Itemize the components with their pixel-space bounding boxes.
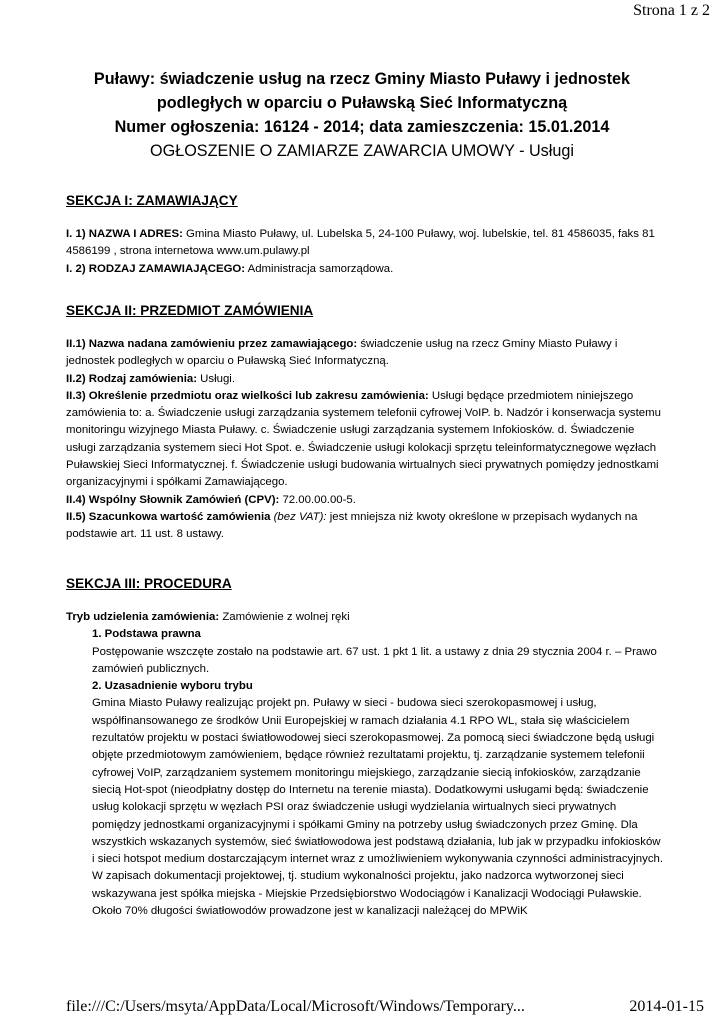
item-text: jest mniejsza niż kwoty określone w przepisach wydanych na podstawie art. 11 ust. 8 ustawy.	[66, 510, 638, 541]
footer-file-path: file:///C:/Users/msyta/AppData/Local/Microsoft/Windows/Temporary...	[66, 998, 525, 1015]
section-2-item-4	[66, 492, 666, 509]
section-1-body	[66, 226, 666, 278]
section-2-body	[66, 336, 666, 544]
title-line-3: Numer ogłoszenia: 16124 - 2014; data zamieszczenia: 15.01.2014	[114, 118, 610, 136]
item-label: II.4) Wspólny Słownik Zamówień (CPV):	[66, 493, 280, 506]
item-label: I. 1) NAZWA I ADRES:	[66, 228, 183, 240]
section-2-item-5	[66, 509, 666, 544]
section-2-heading: SEKCJA II: PRZEDMIOT ZAMÓWIENIA	[66, 303, 314, 318]
item-text: świadczenie usług na rzecz Gminy Miasto Puławy i jednostek podległych w oparciu o Puławską Sieć Informatyczną.	[66, 338, 618, 368]
item-text: Gmina Miasto Puławy, ul. Lubelska 5, 24-100 Puławy, woj. lubelskie, tel. 81 4586035, faks 81 4586199 , strona internetowa www.um.pulawy.pl	[66, 228, 655, 258]
subsection-2-heading: 2. Uzasadnienie wyboru trybu	[92, 680, 253, 693]
section-1-item-1	[66, 226, 666, 261]
item-label: II.5) Szacunkowa wartość zamówienia	[66, 510, 271, 523]
item-label: II.3) Określenie przedmiotu oraz wielkości lub zakresu zamówienia:	[66, 389, 429, 402]
item-label: II.2) Rodzaj zamówienia:	[66, 372, 198, 385]
title-line-4: OGŁOSZENIE O ZAMIARZE ZAWARCIA UMOWY - Usługi	[150, 142, 574, 160]
item-text: Administracja samorządowa.	[245, 262, 394, 275]
procedure-details	[66, 626, 666, 920]
section-2-item-3	[66, 388, 666, 492]
item-label: I. 2) RODZAJ ZAMAWIAJĄCEGO:	[66, 262, 246, 275]
subsection-1-heading: 1. Podstawa prawna	[92, 628, 201, 641]
item-text: Usługi będące przedmiotem niniejszego zamówienia to: a. Świadczenie usługi zarządzania systemem telefonii cyfrowej VoIP. b. Nadzór i konserwacja systemu monitoringu wizyjnego Miasta Puławy. c. Świadczenie usługi zarządzania systemem Infokiosków. d. Świadczenie usługi zarządzania systemem sieci Hot Spot. e. Świadczenie usługi kolokacji sprzętu teleinformatycznegowe węzłach Puławskiej Sieci Informatycznej. f. Świadczenie usługi budowania wirtualnych sieci prywatnych pomiędzy jednostkami organizacyjnymi i spółkami Zamawiającego.	[66, 389, 661, 489]
item-text: 72.00.00.00-5.	[279, 493, 356, 506]
title-line-2: podległych w oparciu o Puławską Sieć Informatyczną	[156, 94, 568, 112]
subsection-2-text: Gmina Miasto Puławy realizując projekt pn. Puławy w sieci - budowa sieci szerokopasmowej i usług, współfinansowanego ze środków Unii Europejskiej w ramach działania 4.1 RPO WL, stała się właścicielem rezultatów projektu w postaci światłowodowej sieci szerokopasmowej. Za pomocą sieci świadczone będą usługi objęte przedmiotowym zamówieniem, będące również rezultatami projektu, tj. zarządzanie systemem telefonii cyfrowej VoIP, zarządzaniem systemem monitoringu miejskiego, zarządzanie siecią infokiosków, zarządzanie siecią Hot-spot (nieodpłatny dostęp do Internetu na terenie miasta). Dodatkowymi usługami będą: świadczenie usług kolokacji sprzętu w węzłach PSI oraz świadczenie usługi wydzielania wirtualnych sieci prywatnych pomiędzy jednostkami organizacyjnymi i spółkami Gminy na potrzeby usług świadczonych przez Gminę. Dla wszystkich wskazanych systemów, sieć światłowodowa jest podstawą działania, lub jak w przypadku infokiosków i sieci hotspot medium dostarczającym internet wraz z umożliwieniem wykonywania czynności administracyjnych. W zapisach dokumentacji projektowej, tj. studium wykonalności projektu, jako nadzorca wytworzonej sieci wskazywana jest spółka miejska - Miejskie Przedsiębiorstwo Wodociągów i Kanalizacji Wodociągi Puławskie. Około 70% długości światłowodów prowadzone jest w kanalizacji należącej do MPWiK	[92, 697, 664, 918]
subsection-1-text: Postępowanie wszczęte zostało na podstawie art. 67 ust. 1 pkt 1 lit. a ustawy z dnia 29 stycznia 2004 r. – Prawo zamówień publicznych.	[92, 645, 657, 675]
section-3-body	[66, 609, 666, 920]
page-number: Strona 1 z 2	[633, 2, 710, 19]
section-1-heading: SEKCJA I: ZAMAWIAJĄCY	[66, 193, 238, 208]
procedure-mode	[66, 609, 666, 626]
section-2-item-1	[66, 336, 666, 371]
section-2-item-2	[66, 371, 666, 388]
item-note: (bez VAT):	[270, 510, 327, 523]
footer-date: 2014-01-15	[629, 998, 704, 1015]
item-label: II.1) Nazwa nadana zamówieniu przez zamawiającego:	[66, 338, 358, 350]
document-title	[40, 67, 684, 163]
title-line-1: Puławy: świadczenie usług na rzecz Gminy Miasto Puławy i jednostek	[93, 70, 631, 88]
section-1-item-2	[66, 261, 666, 278]
section-3-heading: SEKCJA III: PROCEDURA	[66, 576, 232, 591]
item-label: Tryb udzielenia zamówienia:	[66, 611, 220, 623]
item-text: Usługi.	[197, 372, 235, 385]
item-text: Zamówienie z wolnej ręki	[219, 611, 350, 623]
